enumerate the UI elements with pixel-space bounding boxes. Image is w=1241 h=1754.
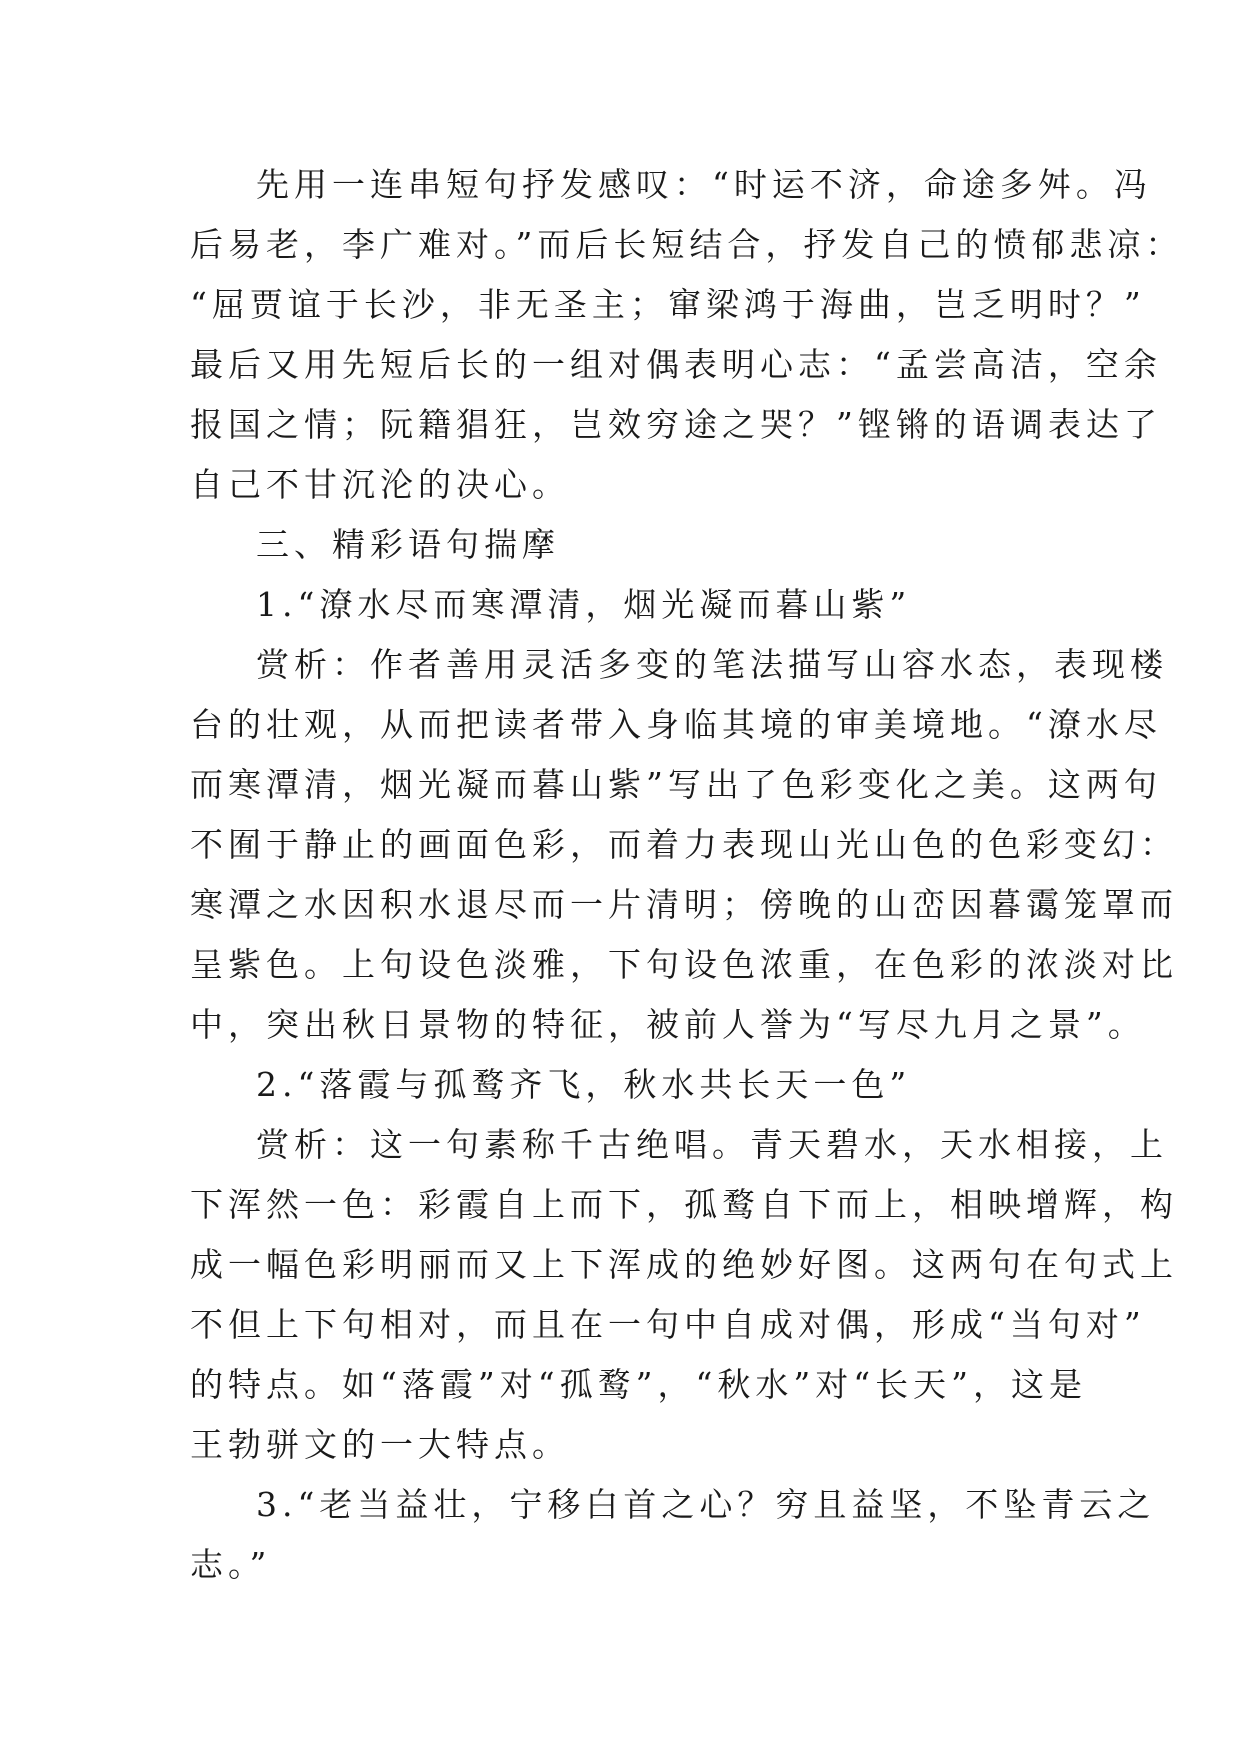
text-line: “屈贾谊于长沙，非无圣主；窜梁鸿于海曲，岂乏明时？” bbox=[190, 285, 1146, 324]
text-line: 后易老，李广难对。”而后长短结合，抒发自己的愤郁悲凉： bbox=[190, 225, 1184, 264]
text-line: 赏析：这一句素称千古绝唱。青天碧水，天水相接，上 bbox=[256, 1125, 1168, 1164]
text-line: 的特点。如“落霞”对“孤鹜”，“秋水”对“长天”，这是 bbox=[190, 1365, 1087, 1404]
document-body bbox=[190, 155, 1184, 1595]
quote-text: 2.“落霞与孤鹜齐飞，秋水共长天一色” bbox=[256, 1065, 912, 1104]
text-line: 成一幅色彩明丽而又上下浑成的绝妙好图。这两句在句式上 bbox=[190, 1245, 1178, 1284]
analysis-paragraph-1 bbox=[190, 635, 1178, 1055]
text-line: 赏析：作者善用灵活多变的笔法描写山容水态，表现楼 bbox=[256, 645, 1168, 684]
section-heading-text: 三、精彩语句揣摩 bbox=[256, 525, 560, 564]
quote-text: 1.“潦水尽而寒潭清，烟光凝而暮山紫” bbox=[256, 585, 912, 624]
quote-item-3 bbox=[190, 1475, 1156, 1595]
analysis-paragraph-2 bbox=[190, 1115, 1178, 1475]
section-heading bbox=[190, 515, 1070, 575]
quote-item-1 bbox=[190, 575, 1070, 635]
text-line: 不但上下句相对，而且在一句中自成对偶，形成“当句对” bbox=[190, 1305, 1146, 1344]
text-line: 台的壮观，从而把读者带入身临其境的审美境地。“潦水尽 bbox=[190, 705, 1162, 744]
text-line: 自己不甘沉沦的决心。 bbox=[190, 465, 570, 504]
paragraph-rhetoric-summary bbox=[190, 155, 1184, 515]
text-line: 而寒潭清，烟光凝而暮山紫”写出了色彩变化之美。这两句 bbox=[190, 765, 1162, 804]
text-line: 王勃骈文的一大特点。 bbox=[190, 1425, 570, 1464]
text-line: 寒潭之水因积水退尽而一片清明；傍晚的山峦因暮霭笼罩而 bbox=[190, 885, 1178, 924]
quote-item-2 bbox=[190, 1055, 1070, 1115]
quote-text: 3.“老当益壮，宁移白首之心？穷且益坚，不坠青云之 bbox=[256, 1485, 1156, 1524]
text-line: 不囿于静止的画面色彩，而着力表现山光山色的色彩变幻： bbox=[190, 825, 1178, 864]
text-line: 先用一连串短句抒发感叹：“时运不济，命途多舛。冯 bbox=[256, 165, 1152, 204]
text-line: 报国之情；阮籍猖狂，岂效穷途之哭？”铿锵的语调表达了 bbox=[190, 405, 1162, 444]
quote-text: 志。” bbox=[190, 1545, 272, 1584]
text-line: 呈紫色。上句设色淡雅，下句设色浓重，在色彩的浓淡对比 bbox=[190, 945, 1178, 984]
text-line: 最后又用先短后长的一组对偶表明心志：“孟尝高洁，空余 bbox=[190, 345, 1162, 384]
text-line: 中，突出秋日景物的特征，被前人誉为“写尽九月之景”。 bbox=[190, 1005, 1146, 1044]
text-line: 下浑然一色：彩霞自上而下，孤鹜自下而上，相映增辉，构 bbox=[190, 1185, 1178, 1224]
